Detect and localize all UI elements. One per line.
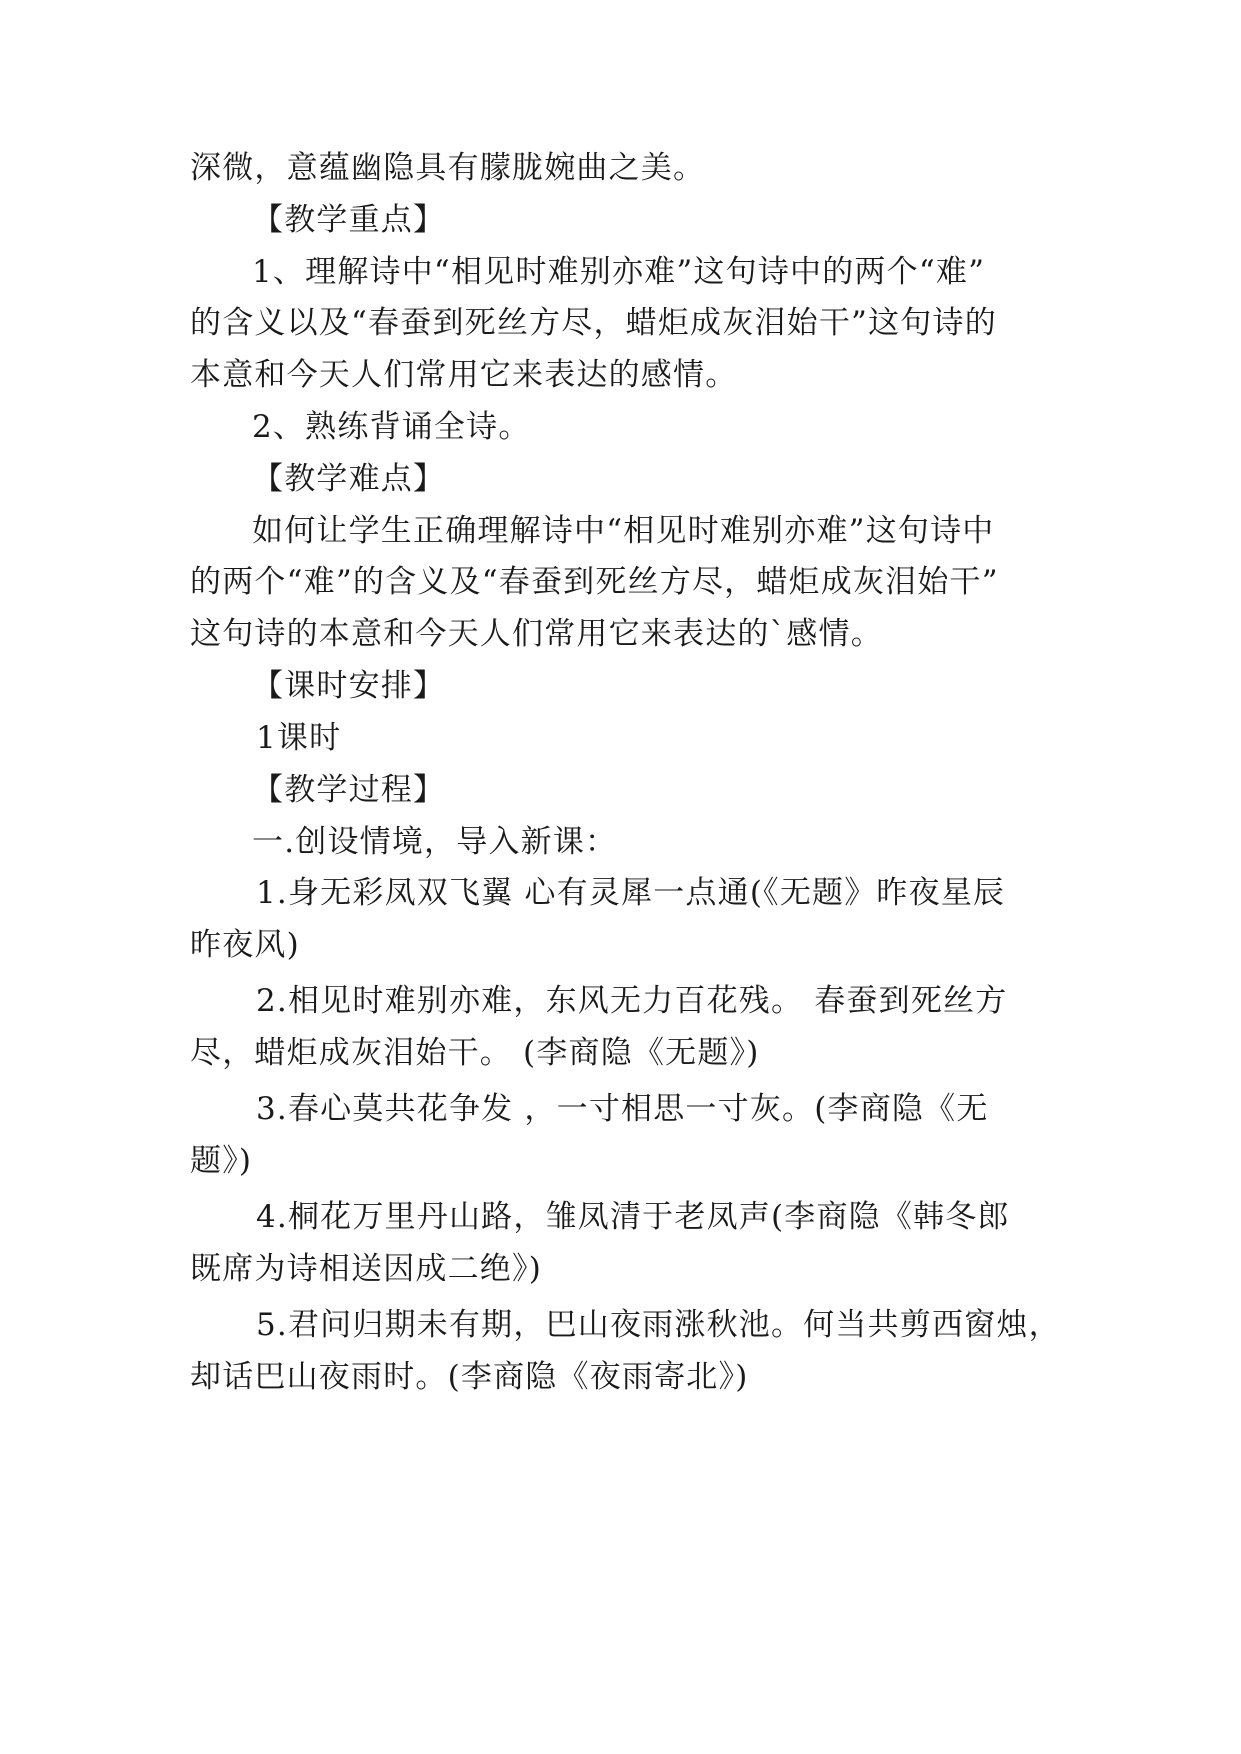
section-heading: 【课时安排】	[252, 668, 446, 704]
text-line: 1、理解诗中“相见时难别亦难”这句诗中的两个“难”	[252, 254, 986, 290]
section-heading: 【教学难点】	[252, 461, 446, 497]
text-line: 深微，意蕴幽隐具有朦胧婉曲之美。	[190, 150, 706, 186]
text-line: 的含义以及“春蚕到死丝方尽，蜡炬成灰泪始干”这句诗的	[190, 305, 997, 341]
text-line: 却话巴山夜雨时。(李商隐《夜雨寄北》)	[190, 1359, 749, 1395]
text-line: 昨夜风)	[190, 927, 300, 963]
list-item-4: 4.桐花万里丹山路，雏凤清于老凤声(李商隐《韩冬郎	[256, 1199, 1010, 1235]
text-line: 题》)	[190, 1143, 253, 1179]
list-item-1: 1.身无彩凤双飞翼 心有灵犀一点通(《无题》昨夜星辰	[256, 875, 1006, 911]
text-line: 1课时	[256, 720, 342, 756]
list-item-5: 5.君问归期未有期，巴山夜雨涨秋池。何当共剪西窗烛，	[256, 1307, 1061, 1343]
text-line: 的两个“难”的含义及“春蚕到死丝方尽，蜡炬成灰泪始干”	[190, 564, 999, 600]
text-line: 2、熟练背诵全诗。	[252, 409, 531, 445]
text-line: 既席为诗相送因成二绝》)	[190, 1251, 542, 1287]
text-line: 本意和今天人们常用它来表达的感情。	[190, 357, 738, 393]
section-heading: 【教学过程】	[252, 772, 446, 808]
section-heading: 【教学重点】	[252, 202, 446, 238]
text-line: 一.创设情境，导入新课：	[252, 824, 618, 860]
text-line: 如何让学生正确理解诗中“相见时难别亦难”这句诗中	[252, 513, 995, 549]
list-item-3: 3.春心莫共花争发 ，一寸相思一寸灰。(李商隐《无	[256, 1091, 989, 1127]
list-item-2: 2.相见时难别亦难，东风无力百花残。 春蚕到死丝方	[256, 983, 1008, 1019]
text-line: 这句诗的本意和今天人们常用它来表达的`感情。	[190, 616, 883, 652]
text-line: 尽，蜡炬成灰泪始干。 (李商隐《无题》)	[190, 1035, 760, 1071]
